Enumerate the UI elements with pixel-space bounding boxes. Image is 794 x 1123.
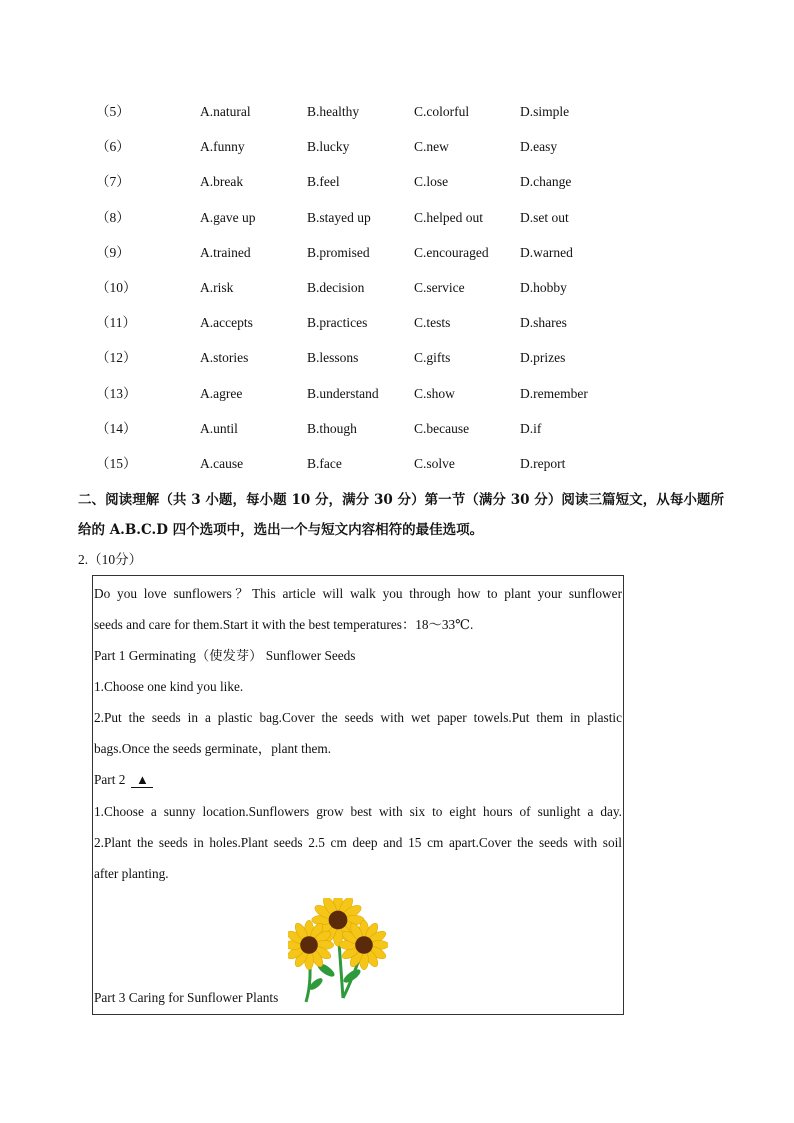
option-c: C.service xyxy=(414,280,465,295)
option-b: B.face xyxy=(307,456,342,471)
option-row xyxy=(0,313,794,333)
option-b: B.promised xyxy=(307,244,370,260)
option-b: B.stayed up xyxy=(307,209,371,225)
question-number: （13） xyxy=(96,385,137,401)
question-number: （10） xyxy=(96,280,137,295)
option-c: C.show xyxy=(414,385,455,401)
option-a: A.agree xyxy=(200,385,243,401)
option-d: D.hobby xyxy=(520,280,567,295)
question-number: （11） xyxy=(96,315,136,331)
option-d: D.simple xyxy=(520,104,570,119)
option-a: A.stories xyxy=(200,350,249,366)
passage-line: seeds and care for them.Start it with the best temperatures：18～33℃. xyxy=(94,617,474,632)
option-d: D.set out xyxy=(520,209,569,225)
option-a: A.trained xyxy=(200,244,251,260)
sunflower-heads xyxy=(288,898,388,970)
option-c: C.because xyxy=(414,420,470,436)
passage-line: 1.Choose one kind you like. xyxy=(94,679,244,694)
option-a: A.funny xyxy=(200,139,245,155)
option-b: B.though xyxy=(307,420,357,436)
question-number: （15） xyxy=(96,456,137,471)
leaf xyxy=(342,967,363,985)
option-row xyxy=(0,172,794,192)
option-c: C.tests xyxy=(414,315,451,331)
option-a: A.until xyxy=(200,420,238,436)
option-d: D.shares xyxy=(520,315,567,331)
question-number: （6） xyxy=(96,139,130,155)
option-row xyxy=(0,208,794,228)
option-b: B.feel xyxy=(307,174,340,190)
option-d: D.easy xyxy=(520,139,558,155)
option-c: C.colorful xyxy=(414,104,470,119)
option-a: A.gave up xyxy=(200,209,256,225)
question-number: （14） xyxy=(96,420,137,436)
option-row xyxy=(0,348,794,368)
sunflower-illustration xyxy=(288,898,388,1006)
question-number: （7） xyxy=(96,174,130,190)
option-c: C.solve xyxy=(414,456,455,471)
question-number: （12） xyxy=(96,350,137,366)
flower-center xyxy=(329,911,348,930)
option-c: C.gifts xyxy=(414,350,451,366)
question-number: （8） xyxy=(96,209,130,225)
passage-box xyxy=(92,575,624,1015)
option-row xyxy=(0,243,794,263)
flower-center xyxy=(355,936,373,954)
option-d: D.report xyxy=(520,456,566,471)
option-b: B.decision xyxy=(307,280,365,295)
flower-center xyxy=(300,936,318,954)
option-row xyxy=(0,384,794,404)
option-row xyxy=(0,102,794,122)
part2-heading xyxy=(94,771,622,789)
passage-line: after planting. xyxy=(94,866,169,881)
option-c: C.helped out xyxy=(414,209,483,225)
option-row xyxy=(0,454,794,474)
option-d: D.change xyxy=(520,174,572,190)
option-row xyxy=(0,278,794,298)
passage-line: 1.Choose a sunny location.Sunflowers grow best with six to eight hours of sunlight a day. xyxy=(94,804,622,819)
option-a: A.cause xyxy=(200,456,244,471)
option-d: D.prizes xyxy=(520,350,566,366)
question-number: （5） xyxy=(96,104,130,119)
option-b: B.healthy xyxy=(307,104,360,119)
passage-line: bags.Once the seeds germinate，plant them. xyxy=(94,741,332,756)
option-c: C.new xyxy=(414,139,449,155)
option-d: D.remember xyxy=(520,385,588,401)
option-a: A.break xyxy=(200,174,244,190)
option-b: B.practices xyxy=(307,315,368,331)
part1-heading: Part 1 Germinating（使发芽） Sunflower Seeds xyxy=(94,648,356,663)
passage-line: 2.Plant the seeds in holes.Plant seeds 2.5 cm deep and 15 cm apart.Cover the seeds with soil xyxy=(94,835,622,850)
option-c: C.lose xyxy=(414,174,449,190)
option-a: A.accepts xyxy=(200,315,253,331)
option-c: C.encouraged xyxy=(414,244,489,260)
option-b: B.lessons xyxy=(307,350,359,366)
question-label: 2.（10分） xyxy=(78,552,143,567)
option-d: D.if xyxy=(520,420,542,436)
blank-triangle: ▲ xyxy=(131,773,153,788)
question-number: （9） xyxy=(96,244,130,260)
option-b: B.lucky xyxy=(307,139,350,155)
part2-label: Part 2 xyxy=(94,772,126,787)
option-a: A.natural xyxy=(200,104,251,119)
option-d: D.warned xyxy=(520,244,573,260)
passage-line: Do you love sunflowers？This article will walk you through how to plant your sunflower xyxy=(94,586,622,601)
option-a: A.risk xyxy=(200,280,234,295)
passage-line: 2.Put the seeds in a plastic bag.Cover the seeds with wet paper towels.Put them in plastic xyxy=(94,710,622,725)
option-row xyxy=(0,419,794,439)
section-heading: 二、阅读理解（共 3 小题，每小题 10 分，满分 30 分）第一节（满分 30 分）阅读三篇短文，从每小题所给的 A.B.C.D 四个选项中，选出一个与短文内容相符的最佳选项。 xyxy=(78,492,724,538)
part3-heading: Part 3 Caring for Sunflower Plants xyxy=(94,990,279,1005)
option-row xyxy=(0,137,794,157)
option-b: B.understand xyxy=(307,385,379,401)
